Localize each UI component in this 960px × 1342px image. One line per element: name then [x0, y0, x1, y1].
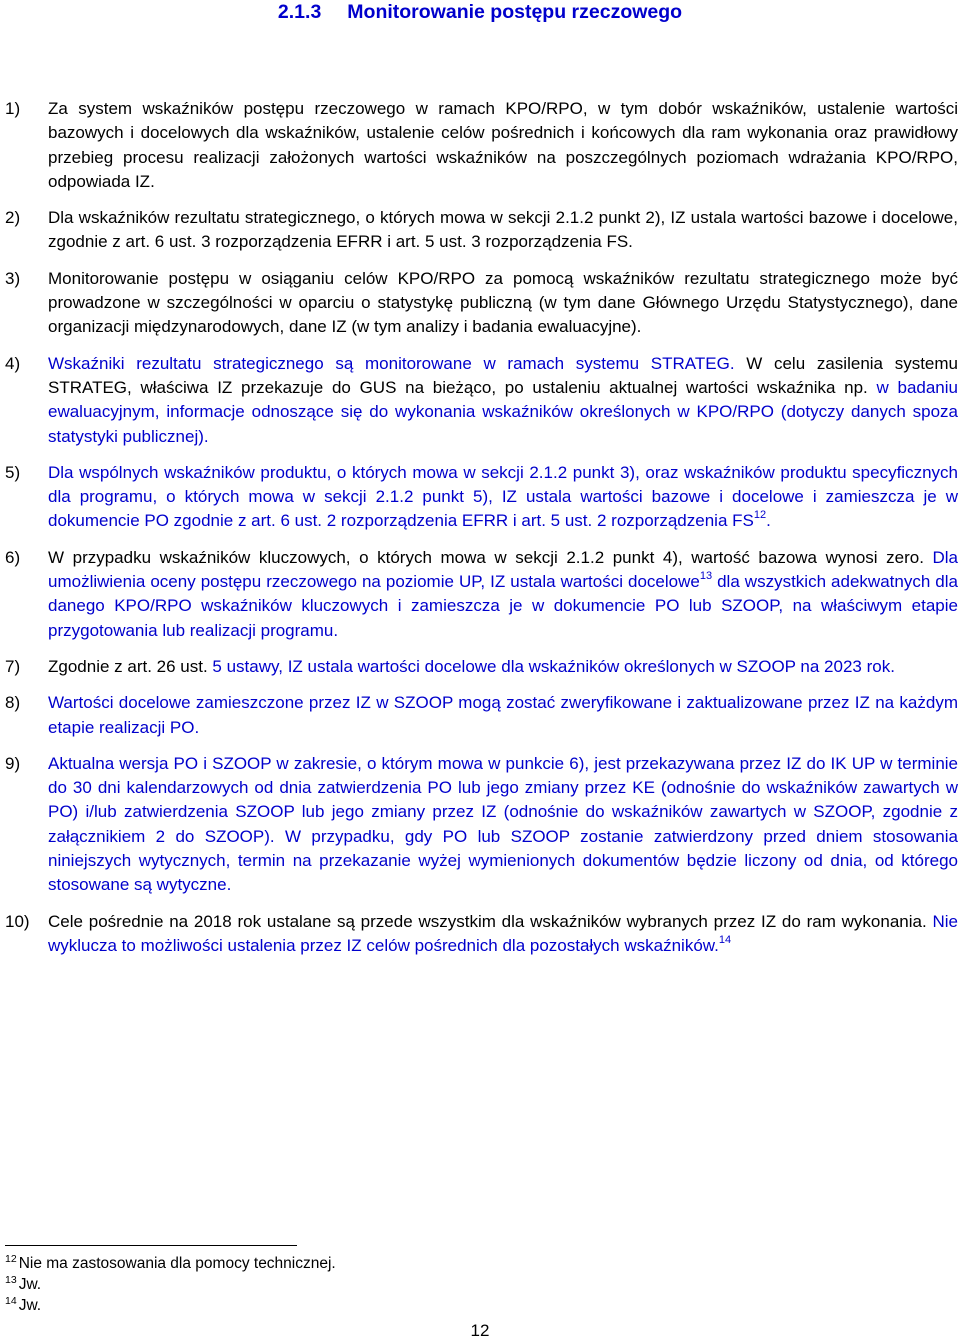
numbered-list — [5, 97, 958, 970]
footnote-text: Jw. — [18, 1276, 42, 1293]
footnote — [5, 1253, 336, 1274]
footnote-text: Nie ma zastosowania dla pomocy technicznej. — [18, 1255, 336, 1272]
list-item — [5, 206, 958, 255]
list-item-text: Dla wskaźników rezultatu strategicznego, o których mowa w sekcji 2.1.2 punkt 2), IZ ustala wartości bazowe i docelowe, zgodnie z art. 6 ust. 3 rozporządzenia EFRR i art. 5 ust. 3 rozporządzenia FS. — [48, 208, 958, 252]
list-item-text-end: . — [766, 511, 771, 531]
list-item-text-highlight: Wskaźniki rezultatu strategicznego są monitorowane w ramach systemu STRATEG. — [48, 353, 735, 373]
list-item-text-highlight: 5 ustawy, IZ ustala wartości docelowe dla wskaźników określonych w SZOOP na 2023 rok. — [207, 656, 895, 676]
list-item-text: Monitorowanie postępu w osiąganiu celów KPO/RPO za pomocą wskaźników rezultatu strategicznego może być prowadzone w szczególności w oparciu o statystykę publiczną (w tym dane Głównego Urzędu Statystycznego), dane organizacji międzynarodowych, dane IZ (w tym analizy i badania ewaluacyjne). — [48, 268, 958, 337]
list-item-text: W przypadku wskaźników kluczowych, o których mowa w sekcji 2.1.2 punkt 4), wartość bazowa wynosi zero. — [48, 547, 924, 567]
section-title: Monitorowanie postępu rzeczowego — [347, 1, 683, 23]
footnote-reference[interactable]: 13 — [699, 570, 713, 583]
list-item-text: Cele pośrednie na 2018 rok ustalane są przede wszystkim dla wskaźników wybranych przez IZ do ram wykonania. — [48, 911, 927, 931]
list-item-text-highlight: dla wszystkich adekwatnych dla danego KPO/RPO wskaźników kluczowych i zamieszcza je w dokumencie PO lub SZOOP, na właściwym etapie przygotowania lub realizacji programu. — [48, 572, 958, 640]
list-item — [5, 655, 958, 679]
list-item — [5, 461, 958, 534]
list-item — [5, 97, 958, 194]
list-item-text-highlight: Dla wspólnych wskaźników produktu, o których mowa w sekcji 2.1.2 punkt 3), oraz wskaźników produktu specyficznych dla programu, o których mowa w sekcji 2.1.2 punkt 5), IZ ustala wartości bazowe i docelowe i zamieszcza je w dokumencie PO zgodnie z art. 6 ust. 2 rozporządzenia EFRR i art. 5 ust. 2 rozporządzenia FS — [48, 462, 958, 531]
list-item — [5, 546, 958, 643]
list-marker: 4) — [5, 353, 21, 373]
list-item — [5, 910, 958, 959]
list-item-text: W celu zasilenia systemu STRATEG, właściwa IZ przekazuje do GUS na bieżąco, po ustaleniu aktualnej wartości wskaźnika np. — [48, 353, 958, 397]
list-item-text-highlight: Nie wyklucza to możliwości ustalenia przez IZ celów pośrednich dla pozostałych wskaźników. — [48, 911, 958, 955]
section-number: 2.1.3 — [277, 1, 322, 23]
list-marker: 8) — [5, 693, 21, 713]
list-marker: 10) — [5, 911, 30, 931]
list-marker: 2) — [5, 208, 21, 228]
list-item-text-highlight: Aktualna wersja PO i SZOOP w zakresie, o którym mowa w punkcie 6), jest przekazywana przez IZ do IK UP w terminie do 30 dni kalendarzowych od dnia zatwierdzenia PO lub jego zmiany przez KE (odnośnie do wskaźników zawartych w PO) i/lub zatwierdzenia SZOOP lub jego zmiany przez IZ (odnośnie do wskaźników zawartych w SZOOP, zgodnie z załącznikiem 2 do SZOOP). W przypadku, gdy PO lub SZOOP zostanie zatwierdzony przed dniem stosowania niniejszych wytycznych, termin na przekazanie wyżej wymienionych dokumentów będzie liczony od dnia, od którego stosowane są wytyczne. — [48, 753, 958, 895]
list-marker: 5) — [5, 462, 21, 482]
footnote-number: 12 — [5, 1253, 17, 1265]
footnote-separator — [5, 1245, 297, 1246]
footnote-number: 14 — [5, 1295, 17, 1307]
section-heading — [0, 1, 960, 24]
list-item-text-highlight: w badaniu ewaluacyjnym, informacje odnoszące się do wykonania wskaźników określonych w KPO/RPO (dotyczy danych spoza statystyki publicznej). — [48, 377, 958, 446]
footnote-reference[interactable]: 14 — [718, 933, 732, 946]
list-item-text-highlight: Dla umożliwienia oceny postępu rzeczowego na poziomie UP, IZ ustala wartości docelowe — [48, 547, 959, 592]
list-marker: 6) — [5, 547, 21, 567]
footnote — [5, 1295, 336, 1316]
footnote — [5, 1274, 336, 1295]
page-number: 12 — [470, 1321, 490, 1340]
list-marker: 7) — [5, 656, 21, 676]
footnote-number: 13 — [5, 1274, 17, 1286]
list-marker: 9) — [5, 753, 21, 773]
list-item-text-highlight: Wartości docelowe zamieszczone przez IZ w SZOOP mogą zostać zweryfikowane i zaktualizowane przez IZ na każdym etapie realizacji PO. — [48, 693, 958, 737]
list-item — [5, 752, 958, 898]
list-item — [5, 267, 958, 340]
footnote-text: Jw. — [18, 1297, 42, 1314]
list-item-text: Za system wskaźników postępu rzeczowego w ramach KPO/RPO, w tym dobór wskaźników, ustalenie wartości bazowych i docelowych dla wskaźników, ustalenie celów pośrednich i końcowych dla ram wykonania oraz prawidłowy przebieg procesu realizacji założonych wartości wskaźników na poszczególnych poziomach wdrażania KPO/RPO, odpowiada IZ. — [48, 99, 958, 191]
list-marker: 3) — [5, 268, 21, 288]
list-item-text: Zgodnie z art. 26 ust. — [48, 656, 208, 676]
footnotes — [5, 1253, 336, 1316]
list-marker: 1) — [5, 99, 21, 118]
list-item — [5, 352, 958, 449]
footnote-reference[interactable]: 12 — [753, 509, 767, 522]
list-item — [5, 691, 958, 740]
